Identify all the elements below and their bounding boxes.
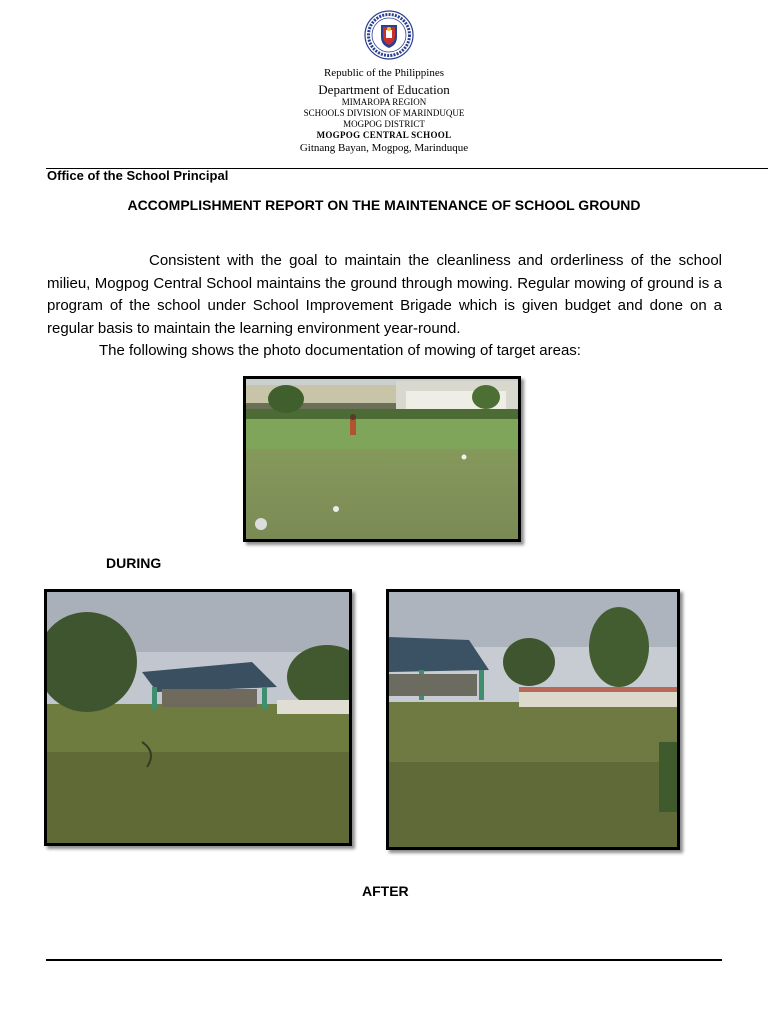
after-label: AFTER (362, 883, 409, 899)
header-department: Department of Education (318, 82, 450, 97)
header-region: MIMAROPA REGION (341, 97, 427, 107)
report-title: ACCOMPLISHMENT REPORT ON THE MAINTENANCE OF SCHOOL GROUND (127, 197, 641, 213)
office-label: Office of the School Principal (47, 168, 229, 183)
during-label: DURING (106, 555, 162, 571)
header-school: MOGPOG CENTRAL SCHOOL (316, 130, 452, 140)
footer-divider (46, 959, 722, 961)
report-body (47, 250, 722, 363)
header-republic: Republic of the Philippines (323, 67, 445, 79)
header-district: MOGPOG DISTRICT (343, 119, 425, 129)
photo-during-mowing (243, 376, 521, 542)
deped-seal-logo (364, 10, 414, 60)
photo-after-right (386, 589, 680, 850)
header-address: Gitnang Bayan, Mogpog, Marinduque (299, 142, 469, 154)
photo-after-left (44, 589, 352, 846)
body-paragraph-2: The following shows the photo documentation of mowing of target areas: (99, 342, 581, 359)
body-paragraph-1: Consistent with the goal to maintain the cleanliness and orderliness of the school milieu, Mogpog Central School maintains the ground through mowing. Regular mowing of ground is a program of the school under School Improvement Brigade which is given budget and done on a regular basis to maintain the learning environment year-round. (47, 252, 722, 337)
header-division: SCHOOLS DIVISION OF MARINDUQUE (303, 108, 465, 118)
